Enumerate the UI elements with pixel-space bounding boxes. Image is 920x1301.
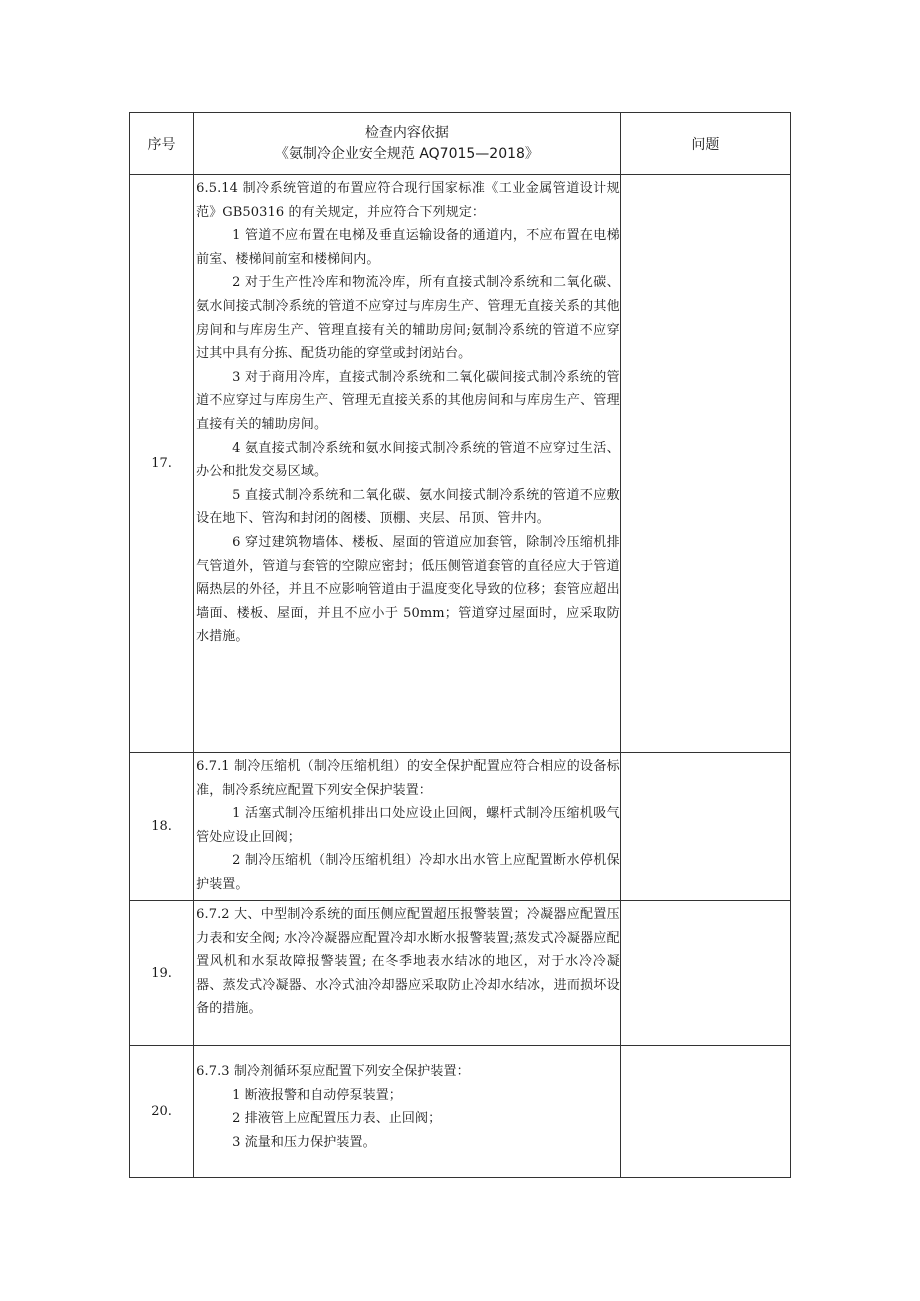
clause-item: 3 流量和压力保护装置。	[232, 1134, 376, 1150]
clause-item: 1 活塞式制冷压缩机排出口处应设止回阀，螺杆式制冷压缩机吸气管处应设止回阀；	[196, 806, 620, 845]
clause-item: 4 氨直接式制冷系统和氨水间接式制冷系统的管道不应穿过生活、办公和批发交易区域。	[196, 440, 620, 480]
header-content-standard: 《氨制冷企业安全规范 AQ7015—2018》	[274, 145, 539, 162]
table-row	[130, 901, 791, 1046]
table-row	[130, 1046, 791, 1178]
clause-item: 2 制冷压缩机（制冷压缩机组）冷却水出水管上应配置断水停机保护装置。	[196, 853, 620, 892]
table-row	[130, 753, 791, 901]
clause-lead: 6.5.14 制冷系统管道的布置应符合现行国家标准《工业金属管道设计规范》GB50316 的有关规定，并应符合下列规定：	[196, 181, 620, 220]
row-content	[194, 175, 621, 753]
header-issue: 问题	[620, 113, 790, 175]
row-number: 20.	[130, 1046, 194, 1178]
clause-lead: 6.7.1 制冷压缩机（制冷压缩机组）的安全保护配置应符合相应的设备标准，制冷系统应配置下列安全保护装置：	[196, 759, 620, 798]
inspection-table	[129, 112, 791, 1178]
header-content	[194, 113, 621, 175]
table-row	[130, 175, 791, 753]
clause-lead: 6.7.2 大、中型制冷系统的面压侧应配置超压报警装置；冷凝器应配置压力表和安全阀; 水冷冷凝器应配置冷却水断水报警装置;蒸发式冷凝器应配置风机和水泵故障报警装置; 在冬季地表水结冰的地区，对于水冷冷凝器、蒸发式冷凝器、水冷式油冷却器应采取防止冷却水结冰，进而损坏设备的措施。	[196, 907, 620, 1017]
header-row	[130, 113, 791, 175]
row-number: 18.	[130, 753, 194, 901]
row-number: 19.	[130, 901, 194, 1046]
clause-item: 3 对于商用冷库，直接式制冷系统和二氧化碳间接式制冷系统的管道不应穿过与库房生产、管理无直接关系的其他房间和与库房生产、管理直接有关的辅助房间。	[196, 369, 620, 432]
clause-item: 5 直接式制冷系统和二氧化碳、氨水间接式制冷系统的管道不应敷设在地下、管沟和封闭的阁楼、顶棚、夹层、吊顶、管井内。	[196, 487, 620, 527]
clause-item: 6 穿过建筑物墙体、楼板、屋面的管道应加套管，除制冷压缩机排气管道外，管道与套管的空隙应密封；低压侧管道套管的直径应大于管道隔热层的外径，并且不应影响管道由于温度变化导致的位移；套管应超出墙面、楼板、屋面，并且不应小于 50mm；管道穿过屋面时，应采取防水措施。	[196, 534, 620, 645]
header-no: 序号	[130, 113, 194, 175]
header-content-title: 检查内容依据	[364, 124, 449, 141]
clause-item: 2 对于生产性冷库和物流冷库，所有直接式制冷系统和二氧化碳、氨水间接式制冷系统的管道不应穿过与库房生产、管理无直接关系的其他房间和与库房生产、管理直接有关的辅助房间;氨制冷系统的管道不应穿过其中具有分拣、配货功能的穿堂或封闭站台。	[196, 275, 620, 362]
clause-lead: 6.7.3 制冷剂循环泵应配置下列安全保护装置：	[196, 1064, 470, 1079]
clause-item: 2 排液管上应配置压力表、止回阀；	[232, 1111, 442, 1127]
clause-item: 1 管道不应布置在电梯及垂直运输设备的通道内，不应布置在电梯前室、楼梯间前室和楼梯间内。	[196, 228, 620, 267]
issue-cell[interactable]	[620, 901, 790, 1046]
clause-item: 1 断液报警和自动停泵装置；	[232, 1087, 402, 1103]
row-number: 17.	[130, 175, 194, 753]
issue-cell[interactable]	[620, 175, 790, 753]
row-content	[194, 1046, 621, 1178]
row-content	[194, 901, 621, 1046]
issue-cell[interactable]	[620, 1046, 790, 1178]
issue-cell[interactable]	[620, 753, 790, 901]
row-content	[194, 753, 621, 901]
